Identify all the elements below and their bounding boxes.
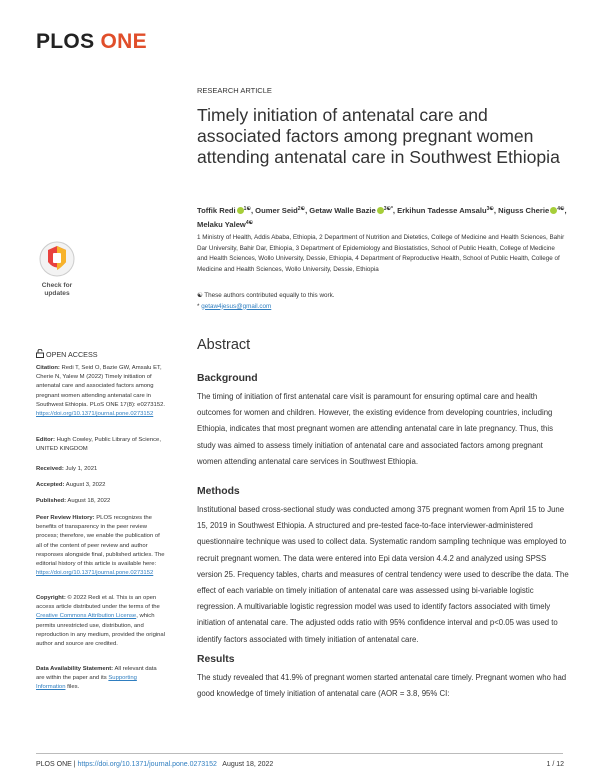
published-date: August 18, 2022 — [67, 498, 111, 504]
citation-doi-link[interactable]: https://doi.org/10.1371/journal.pone.0273152 — [36, 411, 154, 418]
corresponding-email-line — [197, 302, 567, 313]
author-name[interactable]: Niguss Cherie — [498, 206, 550, 215]
equal-contribution-note: ☯ These authors contributed equally to this work. — [197, 292, 335, 299]
published-block — [36, 497, 166, 506]
author-sup: 3☯* — [383, 206, 393, 212]
page-number: 1 / 12 — [546, 761, 564, 768]
abstract-heading: Abstract — [197, 337, 251, 353]
footer-date: August 18, 2022 — [216, 761, 274, 768]
results-heading: Results — [197, 654, 235, 665]
author-name[interactable]: Erkihun Tadesse Amsalu — [397, 206, 487, 215]
editor-block — [36, 436, 166, 454]
check-updates-icon — [34, 240, 80, 280]
footer-doi-link[interactable]: https://doi.org/10.1371/journal.pone.0273152 — [77, 761, 217, 768]
peer-review-text: PLOS recognizes the benefits of transparency in the peer review process; therefore, we enable the publication of all of the content of peer review and author responses alongside final, published articles. The editorial history of this article is available here: — [36, 515, 165, 568]
accepted-block — [36, 481, 166, 490]
methods-text: Institutional based cross-sectional study was conducted among 375 pregnant women from April 15 to June 15, 2019 in Southwest Ethiopia. A structured and pre-tested face-to-face interviewer-administered questionnaire technique was used to collect data. Systematic random sampling technique was employed to recruit pregnant women. The data were entered into Epi data version 4.4.2 and analyzed using SPSS version 25. Frequency tables, charts and measures of central tendency were used to describe the data. The effect of each variable on timely initiation of antenatal care was assessed using bi-variable logistic regression. A multivariable logistic regression model was used to identify factors associated with timely initiation of antenatal care. The adjusted odds ratio with 95% confidence interval and p<0.05 was used to identify factors associated with timely initiation of antenatal care. — [197, 505, 569, 644]
data-availability-text: All relevant data are within the paper and its — [36, 666, 157, 682]
open-access-row — [36, 349, 98, 359]
editor-label: Editor: — [36, 437, 55, 443]
open-lock-icon — [36, 349, 44, 358]
data-availability-label: Data Availability Statement: — [36, 666, 114, 672]
open-access-label: OPEN ACCESS — [46, 350, 98, 359]
author-sup: 4☯ — [557, 206, 565, 212]
background-heading: Background — [197, 373, 258, 384]
copyright-label: Copyright: — [36, 595, 66, 601]
journal-logo — [36, 30, 147, 54]
author-sup: 1☯ — [243, 206, 251, 212]
affiliations: 1 Ministry of Health, Addis Ababa, Ethiopia, 2 Department of Nutrition and Dietetics, College of Medicine and Health Sciences, Bahir Dar University, Bahir Dar, Ethiopia, 3 Department of Epidemiology and Biostatistics, School of Public Health, College of Medicine and Health Sciences, Wollo University, Dessie, Ethiopia, 4 Department of Reproductive Health, School of Public Health, College of Medicine and Health Sciences, Wollo University, Dessie, Ethiopia — [197, 234, 565, 273]
license-link[interactable]: Creative Commons Attribution License — [36, 613, 137, 620]
footer-divider — [36, 753, 563, 754]
peer-review-block — [36, 514, 166, 578]
peer-review-link[interactable]: https://doi.org/10.1371/journal.pone.0273152 — [36, 570, 154, 577]
orcid-icon[interactable] — [377, 207, 384, 214]
author-sup: 3☯ — [486, 206, 494, 212]
accepted-date: August 3, 2022 — [65, 482, 106, 488]
citation-label: Citation: — [36, 365, 60, 371]
results-text: The study revealed that 41.9% of pregnant women started antenatal care timely. Pregnant women who had good knowledge of timely initiation of antenatal care (AOR = 3.8, 95% CI: — [197, 673, 567, 699]
received-label: Received: — [36, 466, 64, 472]
accepted-label: Accepted: — [36, 482, 65, 488]
author-name[interactable]: Toffik Redi — [197, 206, 236, 215]
article-type: RESEARCH ARTICLE — [197, 86, 272, 95]
article-title: Timely initiation of antenatal care and associated factors among pregnant women attending antenatal care in Southwest Ethiopia — [197, 105, 560, 167]
author-list: Toffik Redi $^{1☯}$, Oumer Seid$^{2☯}$, Getaw Walle Bazie $^{3☯*}$, Erkihun Tadesse Amsalu$^{3☯}$, Niguss Cherie $^{4☯}$, Melaku Yalew$^{4☯}$ — [197, 206, 567, 229]
received-block — [36, 465, 166, 474]
logo-plos: PLOS — [36, 30, 95, 53]
author-sup: 4☯ — [245, 220, 254, 226]
supporting-info-link[interactable]: Supporting Information — [36, 675, 137, 691]
copyright-text-end: , which permits unrestricted use, distribution, and reproduction in any medium, provided the original author and source are credited. — [36, 613, 166, 648]
peer-review-label: Peer Review History: — [36, 515, 95, 521]
author-notes — [197, 291, 567, 312]
data-availability-block — [36, 665, 166, 693]
received-date: July 1, 2021 — [65, 466, 98, 472]
footer-journal: PLOS ONE — [36, 761, 72, 768]
data-availability-end: files. — [67, 684, 80, 691]
copyright-block — [36, 594, 166, 649]
orcid-icon[interactable] — [237, 207, 244, 214]
author-sup: 2☯ — [297, 206, 306, 212]
copyright-text: © 2022 Redi et al. This is an open access article distributed under the terms of the — [36, 595, 160, 611]
footer-separator: | — [71, 761, 78, 768]
author-name[interactable]: Melaku Yalew — [197, 220, 246, 229]
author-name[interactable]: Oumer Seid — [255, 206, 298, 215]
author-name[interactable]: Getaw Walle Bazie — [309, 206, 376, 215]
background-text: The timing of initiation of first antenatal care visit is paramount for ensuring optimal care and health outcomes for women and children. However, the existing evidence from developing countries, including Ethiopia, indicates that most pregnant women are attending antenatal care in late pregnancy. Thus, this study was aimed to assess timely initiation of antenatal care and associated factors among pregnant women attending antenatal care services in Southwest Ethiopia. — [197, 392, 553, 466]
check-for-updates-label[interactable]: Check for updates — [41, 282, 73, 297]
methods-heading: Methods — [197, 486, 240, 497]
page-footer — [36, 761, 273, 768]
corresponding-email-link[interactable]: getaw4jesus@gmail.com — [201, 302, 272, 310]
editor-text: Hugh Cowley, Public Library of Science, UNITED KINGDOM — [36, 437, 161, 453]
citation-block — [36, 364, 166, 419]
logo-one: ONE — [100, 30, 147, 53]
published-label: Published: — [36, 498, 67, 504]
citation-text: Redi T, Seid O, Bazie GW, Amsalu ET, Cherie N, Yalew M (2022) Timely initiation of antenatal care and associated factors among pregnant women attending antenatal care in Southwest Ethiopia. PLoS ONE 17(8): e0273152. — [36, 365, 166, 408]
corresponding-star: * — [197, 302, 200, 310]
